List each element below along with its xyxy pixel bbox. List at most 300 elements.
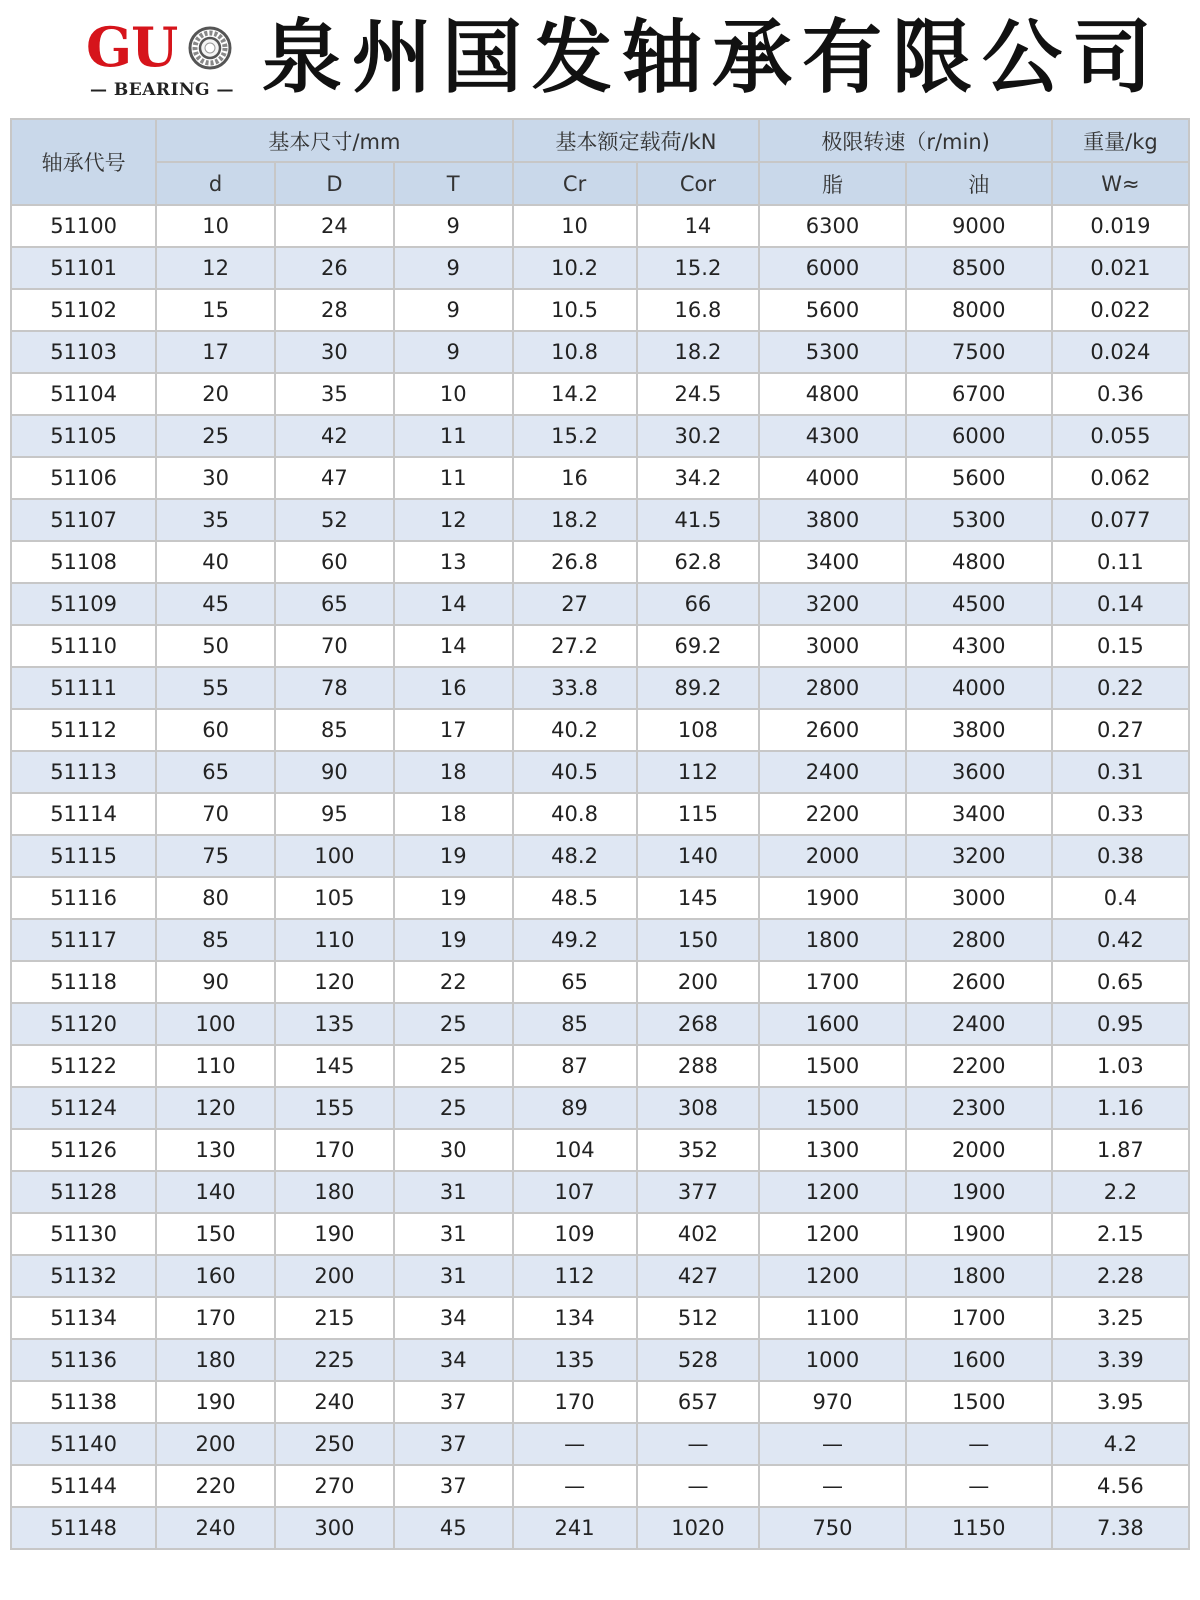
table-header — [11, 119, 1189, 205]
cell-d: 160 — [156, 1255, 275, 1297]
cell-big-d: 60 — [275, 541, 394, 583]
cell-big-d: 90 — [275, 751, 394, 793]
cell-weight: 0.15 — [1052, 625, 1189, 667]
cell-grease-speed: 970 — [759, 1381, 905, 1423]
table-row — [11, 499, 1189, 541]
cell-bearing-code: 51110 — [11, 625, 156, 667]
cell-cor: 288 — [637, 1045, 760, 1087]
cell-grease-speed: 4000 — [759, 457, 905, 499]
cell-weight: 0.021 — [1052, 247, 1189, 289]
cell-t: 31 — [394, 1255, 513, 1297]
cell-cr: — — [513, 1423, 637, 1465]
cell-oil-speed: 2300 — [906, 1087, 1052, 1129]
cell-d: 20 — [156, 373, 275, 415]
table-row — [11, 1297, 1189, 1339]
cell-t: 9 — [394, 331, 513, 373]
table-row — [11, 1171, 1189, 1213]
cell-weight: 0.14 — [1052, 583, 1189, 625]
cell-bearing-code: 51102 — [11, 289, 156, 331]
cell-oil-speed: 1900 — [906, 1171, 1052, 1213]
cell-grease-speed: 2200 — [759, 793, 905, 835]
cell-t: 34 — [394, 1297, 513, 1339]
cell-t: 9 — [394, 289, 513, 331]
cell-bearing-code: 51116 — [11, 877, 156, 919]
cell-cr: 48.2 — [513, 835, 637, 877]
cell-cr: 109 — [513, 1213, 637, 1255]
cell-bearing-code: 51128 — [11, 1171, 156, 1213]
cell-oil-speed: — — [906, 1423, 1052, 1465]
cell-d: 120 — [156, 1087, 275, 1129]
header-load-rating: 基本额定载荷/kN — [513, 119, 760, 162]
cell-cr: 10.2 — [513, 247, 637, 289]
cell-cr: 65 — [513, 961, 637, 1003]
cell-t: 37 — [394, 1465, 513, 1507]
cell-big-d: 24 — [275, 205, 394, 247]
cell-grease-speed: 3400 — [759, 541, 905, 583]
cell-oil-speed: 6000 — [906, 415, 1052, 457]
cell-d: 200 — [156, 1423, 275, 1465]
cell-bearing-code: 51117 — [11, 919, 156, 961]
cell-cor: 15.2 — [637, 247, 760, 289]
cell-weight: 0.33 — [1052, 793, 1189, 835]
cell-d: 45 — [156, 583, 275, 625]
cell-d: 100 — [156, 1003, 275, 1045]
table-row — [11, 667, 1189, 709]
table-row — [11, 1465, 1189, 1507]
cell-oil-speed: 2800 — [906, 919, 1052, 961]
cell-cr: 89 — [513, 1087, 637, 1129]
cell-cr: 40.2 — [513, 709, 637, 751]
cell-d: 25 — [156, 415, 275, 457]
cell-oil-speed: 6700 — [906, 373, 1052, 415]
cell-cor: 18.2 — [637, 331, 760, 373]
cell-cor: 1020 — [637, 1507, 760, 1549]
cell-cor: 108 — [637, 709, 760, 751]
cell-t: 25 — [394, 1087, 513, 1129]
table-row — [11, 541, 1189, 583]
cell-d: 75 — [156, 835, 275, 877]
cell-bearing-code: 51148 — [11, 1507, 156, 1549]
cell-grease-speed: 5600 — [759, 289, 905, 331]
cell-big-d: 65 — [275, 583, 394, 625]
cell-cr: 14.2 — [513, 373, 637, 415]
cell-oil-speed: 4500 — [906, 583, 1052, 625]
cell-oil-speed: 2000 — [906, 1129, 1052, 1171]
table-row — [11, 919, 1189, 961]
cell-weight: 2.2 — [1052, 1171, 1189, 1213]
cell-d: 190 — [156, 1381, 275, 1423]
cell-d: 40 — [156, 541, 275, 583]
cell-weight: 2.15 — [1052, 1213, 1189, 1255]
header-speed-limit: 极限转速（r/min) — [759, 119, 1051, 162]
cell-grease-speed: 6300 — [759, 205, 905, 247]
cell-grease-speed: 1100 — [759, 1297, 905, 1339]
cell-bearing-code: 51130 — [11, 1213, 156, 1255]
logo-subtitle: — BEARING — — [90, 80, 234, 100]
header-oil: 油 — [906, 162, 1052, 205]
cell-cr: 40.8 — [513, 793, 637, 835]
cell-weight: 0.95 — [1052, 1003, 1189, 1045]
cell-d: 150 — [156, 1213, 275, 1255]
cell-d: 85 — [156, 919, 275, 961]
cell-cor: 89.2 — [637, 667, 760, 709]
cell-bearing-code: 51144 — [11, 1465, 156, 1507]
company-logo — [84, 14, 244, 104]
cell-oil-speed: 7500 — [906, 331, 1052, 373]
cell-bearing-code: 51111 — [11, 667, 156, 709]
cell-cor: 377 — [637, 1171, 760, 1213]
bearing-ring-icon — [188, 26, 232, 70]
cell-t: 16 — [394, 667, 513, 709]
cell-grease-speed: 1200 — [759, 1171, 905, 1213]
cell-cor: 34.2 — [637, 457, 760, 499]
cell-grease-speed: 2600 — [759, 709, 905, 751]
cell-grease-speed: — — [759, 1423, 905, 1465]
cell-cr: 26.8 — [513, 541, 637, 583]
cell-big-d: 85 — [275, 709, 394, 751]
cell-d: 110 — [156, 1045, 275, 1087]
header-d: d — [156, 162, 275, 205]
cell-cor: 352 — [637, 1129, 760, 1171]
table-row — [11, 1339, 1189, 1381]
page-header — [0, 0, 1200, 112]
logo-text: GU — [86, 15, 178, 79]
cell-big-d: 95 — [275, 793, 394, 835]
cell-big-d: 70 — [275, 625, 394, 667]
cell-grease-speed: 3000 — [759, 625, 905, 667]
cell-cor: 16.8 — [637, 289, 760, 331]
cell-big-d: 200 — [275, 1255, 394, 1297]
header-grease: 脂 — [759, 162, 905, 205]
cell-big-d: 100 — [275, 835, 394, 877]
cell-grease-speed: 6000 — [759, 247, 905, 289]
cell-oil-speed: 9000 — [906, 205, 1052, 247]
cell-t: 31 — [394, 1171, 513, 1213]
cell-d: 30 — [156, 457, 275, 499]
cell-cr: 10.8 — [513, 331, 637, 373]
cell-oil-speed: 3400 — [906, 793, 1052, 835]
cell-big-d: 270 — [275, 1465, 394, 1507]
cell-bearing-code: 51109 — [11, 583, 156, 625]
cell-big-d: 170 — [275, 1129, 394, 1171]
cell-cr: 10.5 — [513, 289, 637, 331]
cell-oil-speed: 1600 — [906, 1339, 1052, 1381]
cell-t: 30 — [394, 1129, 513, 1171]
cell-oil-speed: 1700 — [906, 1297, 1052, 1339]
cell-weight: 1.03 — [1052, 1045, 1189, 1087]
header-bearing-code: 轴承代号 — [11, 119, 156, 205]
cell-d: 170 — [156, 1297, 275, 1339]
table-row — [11, 625, 1189, 667]
cell-d: 240 — [156, 1507, 275, 1549]
cell-big-d: 240 — [275, 1381, 394, 1423]
cell-cr: 241 — [513, 1507, 637, 1549]
cell-grease-speed: 1500 — [759, 1087, 905, 1129]
cell-oil-speed: 8500 — [906, 247, 1052, 289]
cell-cr: 107 — [513, 1171, 637, 1213]
cell-oil-speed: 4000 — [906, 667, 1052, 709]
header-big-d: D — [275, 162, 394, 205]
cell-t: 37 — [394, 1381, 513, 1423]
cell-d: 80 — [156, 877, 275, 919]
cell-t: 10 — [394, 373, 513, 415]
cell-cr: — — [513, 1465, 637, 1507]
cell-weight: 7.38 — [1052, 1507, 1189, 1549]
cell-weight: 0.42 — [1052, 919, 1189, 961]
table-row — [11, 1045, 1189, 1087]
cell-bearing-code: 51136 — [11, 1339, 156, 1381]
cell-oil-speed: 1500 — [906, 1381, 1052, 1423]
cell-grease-speed: 1300 — [759, 1129, 905, 1171]
cell-grease-speed: 2000 — [759, 835, 905, 877]
cell-oil-speed: 8000 — [906, 289, 1052, 331]
cell-cor: 30.2 — [637, 415, 760, 457]
cell-d: 12 — [156, 247, 275, 289]
cell-t: 9 — [394, 247, 513, 289]
cell-bearing-code: 51114 — [11, 793, 156, 835]
cell-t: 14 — [394, 583, 513, 625]
cell-bearing-code: 51104 — [11, 373, 156, 415]
cell-t: 17 — [394, 709, 513, 751]
cell-cor: 402 — [637, 1213, 760, 1255]
cell-cr: 27.2 — [513, 625, 637, 667]
company-name: 泉州国发轴承有限公司 — [262, 10, 1162, 104]
cell-bearing-code: 51134 — [11, 1297, 156, 1339]
sub-header-row — [11, 162, 1189, 205]
cell-oil-speed: 2400 — [906, 1003, 1052, 1045]
cell-grease-speed: 750 — [759, 1507, 905, 1549]
cell-d: 10 — [156, 205, 275, 247]
cell-weight: 0.65 — [1052, 961, 1189, 1003]
cell-weight: 4.2 — [1052, 1423, 1189, 1465]
cell-big-d: 225 — [275, 1339, 394, 1381]
cell-d: 70 — [156, 793, 275, 835]
cell-cor: 528 — [637, 1339, 760, 1381]
cell-t: 19 — [394, 877, 513, 919]
cell-d: 140 — [156, 1171, 275, 1213]
header-weight: 重量/kg — [1052, 119, 1189, 162]
table-row — [11, 1213, 1189, 1255]
table-row — [11, 583, 1189, 625]
cell-bearing-code: 51140 — [11, 1423, 156, 1465]
cell-oil-speed: 1150 — [906, 1507, 1052, 1549]
cell-oil-speed: 5600 — [906, 457, 1052, 499]
cell-grease-speed: 4800 — [759, 373, 905, 415]
cell-oil-speed: 5300 — [906, 499, 1052, 541]
cell-cr: 40.5 — [513, 751, 637, 793]
cell-bearing-code: 51113 — [11, 751, 156, 793]
cell-bearing-code: 51124 — [11, 1087, 156, 1129]
cell-weight: 4.56 — [1052, 1465, 1189, 1507]
cell-weight: 3.95 — [1052, 1381, 1189, 1423]
cell-cr: 49.2 — [513, 919, 637, 961]
cell-oil-speed: 3200 — [906, 835, 1052, 877]
cell-big-d: 190 — [275, 1213, 394, 1255]
cell-cor: 140 — [637, 835, 760, 877]
cell-cr: 104 — [513, 1129, 637, 1171]
cell-cr: 15.2 — [513, 415, 637, 457]
cell-weight: 0.022 — [1052, 289, 1189, 331]
header-t: T — [394, 162, 513, 205]
cell-grease-speed: 1900 — [759, 877, 905, 919]
cell-big-d: 26 — [275, 247, 394, 289]
cell-cr: 48.5 — [513, 877, 637, 919]
table-row — [11, 1255, 1189, 1297]
cell-big-d: 30 — [275, 331, 394, 373]
table-row — [11, 289, 1189, 331]
cell-weight: 0.024 — [1052, 331, 1189, 373]
cell-cor: 115 — [637, 793, 760, 835]
table-row — [11, 709, 1189, 751]
table-row — [11, 1381, 1189, 1423]
cell-cr: 134 — [513, 1297, 637, 1339]
cell-weight: 0.4 — [1052, 877, 1189, 919]
cell-t: 11 — [394, 457, 513, 499]
cell-grease-speed: 2800 — [759, 667, 905, 709]
cell-grease-speed: 1000 — [759, 1339, 905, 1381]
table-row — [11, 373, 1189, 415]
cell-grease-speed: — — [759, 1465, 905, 1507]
cell-bearing-code: 51122 — [11, 1045, 156, 1087]
table-row — [11, 1003, 1189, 1045]
cell-t: 19 — [394, 835, 513, 877]
cell-big-d: 180 — [275, 1171, 394, 1213]
table-row — [11, 331, 1189, 373]
cell-bearing-code: 51100 — [11, 205, 156, 247]
table-row — [11, 1423, 1189, 1465]
cell-bearing-code: 51118 — [11, 961, 156, 1003]
cell-cor: 150 — [637, 919, 760, 961]
header-weight-w: W≈ — [1052, 162, 1189, 205]
cell-weight: 0.27 — [1052, 709, 1189, 751]
header-cor: Cor — [637, 162, 760, 205]
cell-weight: 0.22 — [1052, 667, 1189, 709]
cell-big-d: 300 — [275, 1507, 394, 1549]
cell-t: 12 — [394, 499, 513, 541]
cell-cor: 308 — [637, 1087, 760, 1129]
header-cr: Cr — [513, 162, 637, 205]
table-row — [11, 793, 1189, 835]
cell-t: 22 — [394, 961, 513, 1003]
cell-t: 25 — [394, 1003, 513, 1045]
cell-weight: 0.11 — [1052, 541, 1189, 583]
cell-d: 180 — [156, 1339, 275, 1381]
cell-d: 15 — [156, 289, 275, 331]
cell-big-d: 110 — [275, 919, 394, 961]
cell-big-d: 155 — [275, 1087, 394, 1129]
cell-grease-speed: 5300 — [759, 331, 905, 373]
cell-cor: 512 — [637, 1297, 760, 1339]
cell-t: 19 — [394, 919, 513, 961]
cell-cor: 14 — [637, 205, 760, 247]
cell-t: 14 — [394, 625, 513, 667]
cell-d: 55 — [156, 667, 275, 709]
table-row — [11, 751, 1189, 793]
cell-weight: 0.019 — [1052, 205, 1189, 247]
cell-weight: 3.25 — [1052, 1297, 1189, 1339]
table-row — [11, 1087, 1189, 1129]
cell-cor: 62.8 — [637, 541, 760, 583]
table-row — [11, 247, 1189, 289]
table-row — [11, 205, 1189, 247]
cell-cor: 427 — [637, 1255, 760, 1297]
cell-t: 18 — [394, 751, 513, 793]
cell-cor: 268 — [637, 1003, 760, 1045]
cell-bearing-code: 51107 — [11, 499, 156, 541]
cell-oil-speed: 4300 — [906, 625, 1052, 667]
cell-grease-speed: 1200 — [759, 1213, 905, 1255]
cell-cor: — — [637, 1423, 760, 1465]
cell-cor: 657 — [637, 1381, 760, 1423]
cell-grease-speed: 3800 — [759, 499, 905, 541]
header-dimensions: 基本尺寸/mm — [156, 119, 512, 162]
cell-cr: 10 — [513, 205, 637, 247]
cell-big-d: 35 — [275, 373, 394, 415]
cell-d: 130 — [156, 1129, 275, 1171]
cell-bearing-code: 51103 — [11, 331, 156, 373]
cell-weight: 2.28 — [1052, 1255, 1189, 1297]
table-row — [11, 457, 1189, 499]
cell-weight: 0.062 — [1052, 457, 1189, 499]
cell-weight: 3.39 — [1052, 1339, 1189, 1381]
cell-bearing-code: 51115 — [11, 835, 156, 877]
cell-cor: 24.5 — [637, 373, 760, 415]
cell-cr: 18.2 — [513, 499, 637, 541]
table-row — [11, 961, 1189, 1003]
cell-cor: 145 — [637, 877, 760, 919]
cell-weight: 0.055 — [1052, 415, 1189, 457]
table-body — [11, 205, 1189, 1549]
cell-t: 31 — [394, 1213, 513, 1255]
cell-weight: 1.16 — [1052, 1087, 1189, 1129]
cell-weight: 0.38 — [1052, 835, 1189, 877]
cell-bearing-code: 51108 — [11, 541, 156, 583]
cell-cr: 85 — [513, 1003, 637, 1045]
cell-oil-speed: 1900 — [906, 1213, 1052, 1255]
cell-oil-speed: 3000 — [906, 877, 1052, 919]
cell-d: 50 — [156, 625, 275, 667]
cell-bearing-code: 51132 — [11, 1255, 156, 1297]
cell-bearing-code: 51112 — [11, 709, 156, 751]
table-row — [11, 1129, 1189, 1171]
cell-big-d: 145 — [275, 1045, 394, 1087]
cell-cr: 27 — [513, 583, 637, 625]
cell-t: 13 — [394, 541, 513, 583]
cell-bearing-code: 51120 — [11, 1003, 156, 1045]
cell-t: 25 — [394, 1045, 513, 1087]
cell-t: 34 — [394, 1339, 513, 1381]
cell-d: 90 — [156, 961, 275, 1003]
cell-oil-speed: 1800 — [906, 1255, 1052, 1297]
cell-grease-speed: 2400 — [759, 751, 905, 793]
cell-bearing-code: 51105 — [11, 415, 156, 457]
cell-cor: 112 — [637, 751, 760, 793]
cell-big-d: 42 — [275, 415, 394, 457]
cell-grease-speed: 1700 — [759, 961, 905, 1003]
cell-big-d: 52 — [275, 499, 394, 541]
cell-bearing-code: 51106 — [11, 457, 156, 499]
cell-cor: 69.2 — [637, 625, 760, 667]
cell-oil-speed: 3600 — [906, 751, 1052, 793]
cell-cr: 170 — [513, 1381, 637, 1423]
cell-oil-speed: 4800 — [906, 541, 1052, 583]
cell-weight: 0.36 — [1052, 373, 1189, 415]
cell-t: 45 — [394, 1507, 513, 1549]
cell-big-d: 215 — [275, 1297, 394, 1339]
cell-cr: 87 — [513, 1045, 637, 1087]
cell-big-d: 47 — [275, 457, 394, 499]
table-row — [11, 1507, 1189, 1549]
